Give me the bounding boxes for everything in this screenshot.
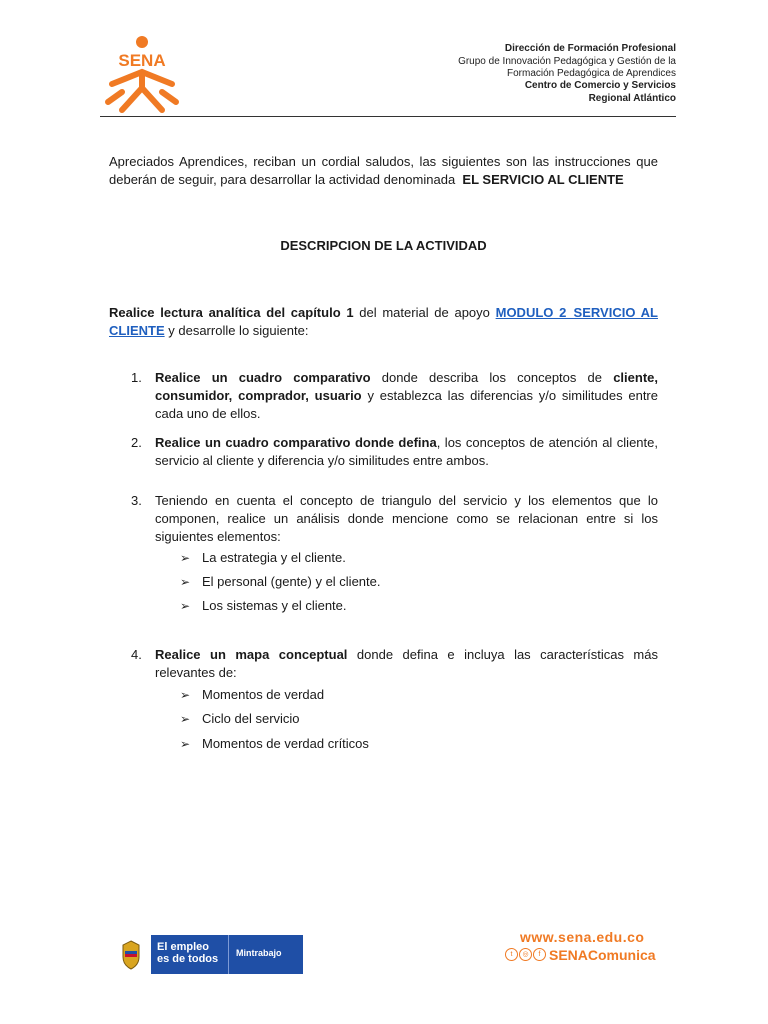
list-item: Los sistemas y el cliente. [202, 598, 347, 613]
social-handle: SENAComunica [549, 946, 656, 963]
item-text: Realice un cuadro comparativo donde describa los conceptos de cliente, consumidor, comprador, usuario y establezca las diferencias y/o similitudes entre cada uno de ellos. [155, 370, 658, 421]
item-number: 3. [131, 493, 142, 508]
instruction-paragraph: Realice lectura analítica del capítulo 1 del material de apoyo MODULO 2_SERVICIO AL CLIENTE y desarrolle lo siguiente: [109, 305, 658, 338]
header-line-2: Grupo de Innovación Pedagógica y Gestión de la [458, 56, 676, 67]
support-material-link[interactable]: MODULO 2_SERVICIO AL CLIENTE [109, 305, 658, 338]
item-text: Realice un mapa conceptual donde defina e incluya las características más relevantes de: [155, 647, 658, 680]
sena-logo [100, 32, 184, 114]
instagram-icon[interactable]: ◎ [519, 948, 532, 961]
arrow-bullet-icon: ➢ [180, 575, 191, 589]
activity-name: EL SERVICIO AL CLIENTE [462, 172, 624, 187]
list-item: Ciclo del servicio [202, 711, 300, 726]
item-number: 2. [131, 435, 142, 450]
header-line-4: Centro de Comercio y Servicios [524, 80, 676, 91]
colombia-crest-icon [111, 935, 151, 974]
facebook-icon[interactable]: f [533, 948, 546, 961]
item-text: Teniendo en cuenta el concepto de triangulo del servicio y los elementos que lo componen, realice un análisis donde mencione como se relacionan entre si los siguientes elementos: [155, 493, 658, 544]
arrow-bullet-icon: ➢ [180, 551, 191, 565]
list-item: Momentos de verdad críticos [202, 736, 369, 751]
item-number: 1. [131, 370, 142, 385]
section-title: DESCRIPCION DE LA ACTIVIDAD [280, 238, 487, 253]
arrow-bullet-icon: ➢ [180, 599, 191, 613]
header-line-5: Regional Atlántico [588, 93, 676, 104]
arrow-bullet-icon: ➢ [180, 712, 191, 726]
item-text: Realice un cuadro comparativo donde defina, los conceptos de atención al cliente, servicio al cliente y diferencia y/o similitudes entre ambos. [155, 435, 658, 468]
badge-divider [228, 935, 229, 974]
list-item: La estrategia y el cliente. [202, 550, 346, 565]
website-url[interactable]: www.sena.edu.co [520, 929, 645, 945]
item-number: 4. [131, 647, 142, 662]
arrow-bullet-icon: ➢ [180, 737, 191, 751]
intro-paragraph: Apreciados Aprendices, reciban un cordial saludos, las siguientes son las instrucciones que deberán de seguir, para desarrollar la actividad denominada EL SERVICIO AL CLIENTE [109, 154, 658, 187]
ministry-name: Mintrabajo [236, 948, 282, 958]
social-row [505, 946, 656, 964]
twitter-icon[interactable]: t [505, 948, 518, 961]
government-slogan: El empleo es de todos [157, 941, 219, 965]
header-line-3: Formación Pedagógica de Aprendices [507, 68, 676, 79]
header-line-1: Dirección de Formación Profesional [504, 43, 676, 54]
government-badge [111, 935, 303, 974]
list-item: Momentos de verdad [202, 687, 325, 702]
header-divider [100, 116, 676, 117]
arrow-bullet-icon: ➢ [180, 688, 191, 702]
logo-wordmark: SENA [118, 51, 166, 70]
list-item: El personal (gente) y el cliente. [202, 574, 381, 589]
